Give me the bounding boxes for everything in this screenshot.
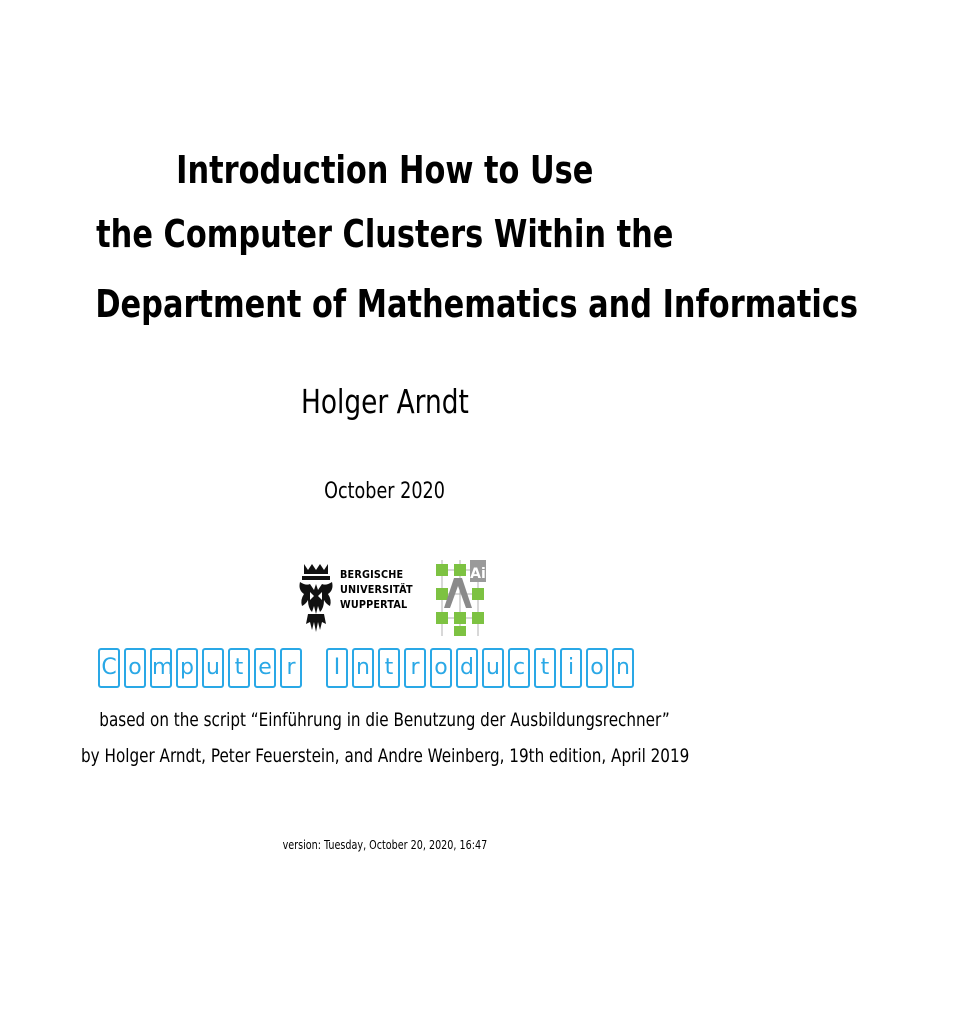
banner-letter: d	[456, 648, 478, 688]
university-name: BERGISCHE UNIVERSITÄT WUPPERTAL	[340, 569, 413, 611]
banner-letter: m	[150, 648, 172, 688]
date: October 2020	[324, 479, 446, 504]
banner-letter: t	[534, 648, 556, 688]
ai-logo-text: Ai	[470, 566, 486, 582]
banner-letter: o	[430, 648, 452, 688]
title-line-1: Introduction How to Use	[176, 148, 594, 192]
title-line-2: the Computer Clusters Within the	[96, 212, 674, 256]
banner-letter: t	[228, 648, 250, 688]
university-crest-icon	[296, 560, 336, 638]
author: Holger Arndt	[301, 382, 469, 421]
banner-letter: u	[482, 648, 504, 688]
banner-letter: i	[560, 648, 582, 688]
banner-spacer	[306, 648, 322, 690]
banner-letter: C	[98, 648, 120, 688]
ai-group-logo-icon	[432, 556, 488, 640]
banner-letter: o	[586, 648, 608, 688]
banner-letter: n	[352, 648, 374, 688]
banner-letter: p	[176, 648, 198, 688]
banner-letter: t	[378, 648, 400, 688]
banner-letter: e	[254, 648, 276, 688]
banner-letter: c	[508, 648, 530, 688]
banner-letter: o	[124, 648, 146, 688]
subtitle-line-2: by Holger Arndt, Peter Feuerstein, and Andre Weinberg, 19th edition, April 2019	[80, 745, 690, 767]
version-info: version: Tuesday, October 20, 2020, 16:47	[282, 838, 488, 852]
subtitle-line-1: based on the script “Einführung in die Benutzung der Ausbildungsrechner”	[99, 709, 671, 731]
logos	[296, 556, 496, 640]
computer-introduction-banner	[98, 648, 634, 690]
banner-letter: n	[612, 648, 634, 688]
banner-letter: I	[326, 648, 348, 688]
banner-letter: r	[404, 648, 426, 688]
banner-letter: r	[280, 648, 302, 688]
title-line-3: Department of Mathematics and Informatics	[95, 282, 858, 326]
banner-letter: u	[202, 648, 224, 688]
